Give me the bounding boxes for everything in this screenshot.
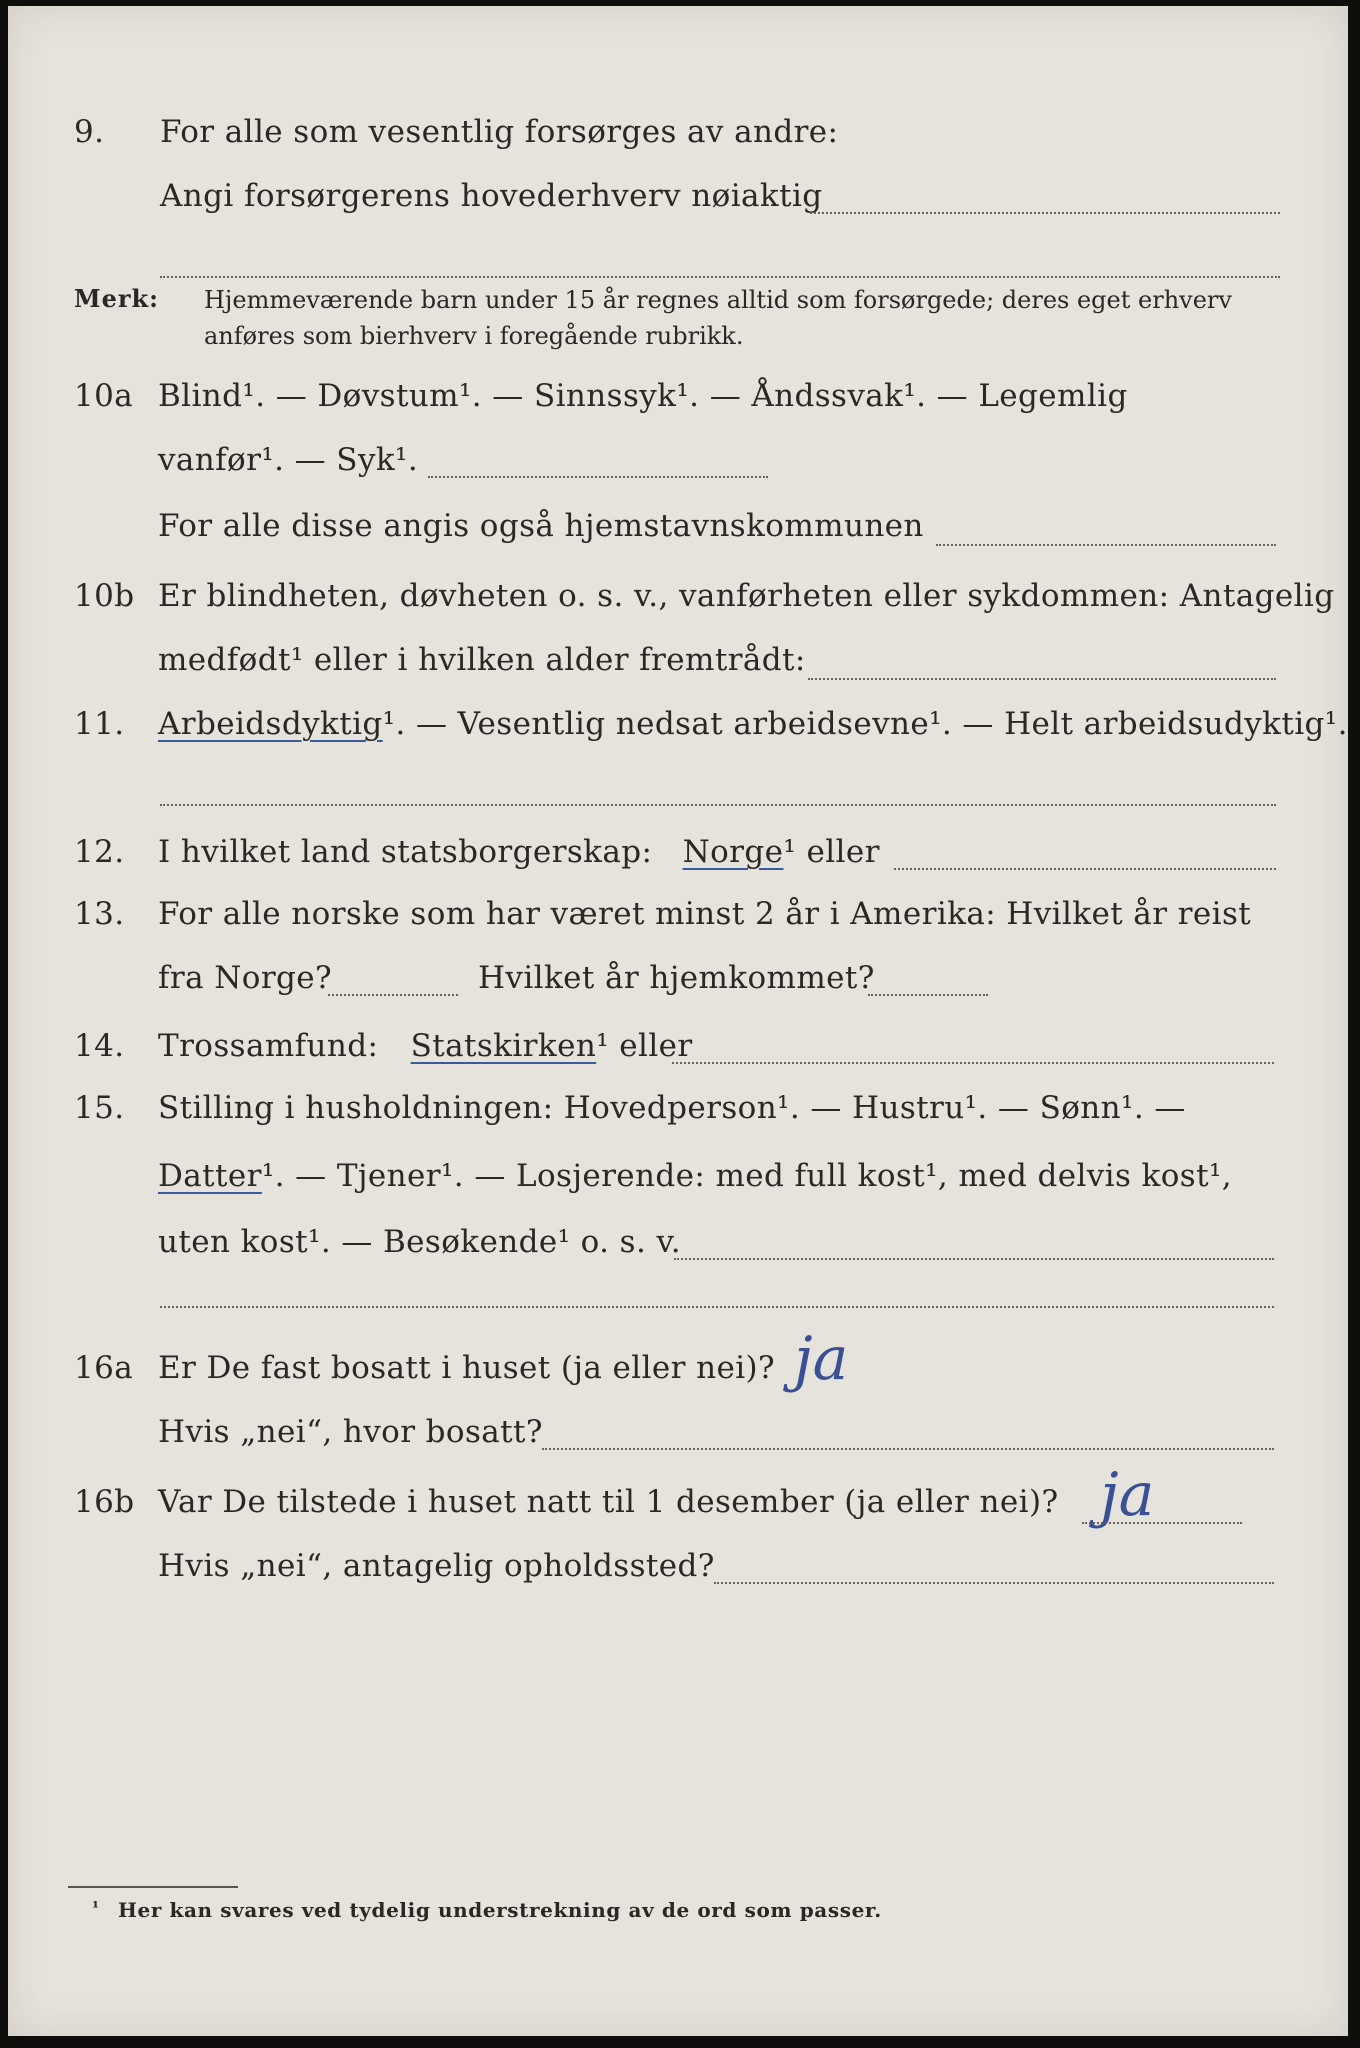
q10b-age-field[interactable] [808,678,1276,680]
q14-religion-field[interactable] [672,1062,1274,1064]
q13-number: 13. [74,896,125,932]
q13-question: For alle norske som har været minst 2 år i Amerika: Hvilket år reist [158,896,1252,932]
footnote-mark: ¹ [92,1898,100,1917]
q10a-options-2: vanfør¹. — Syk¹. [158,442,419,478]
q11-options: ¹. — Vesentlig nedsat arbeidsevne¹. — Helt arbeidsudyktig¹. [382,706,1348,742]
q9-occupation-label: Angi forsørgerens hovederhverv nøiaktig [160,178,823,214]
q10a-home-municipality-field[interactable] [936,544,1276,546]
q10b-number: 10b [74,578,135,614]
q13-returned-field[interactable] [868,994,988,996]
q14-option-statskirken[interactable]: Statskirken [410,1028,597,1064]
q12-option-norge[interactable]: Norge [682,834,784,870]
q10a-number: 10a [74,378,134,414]
q9-number: 9. [74,114,105,150]
q16a-residence-label: Hvis „nei“, hvor bosatt? [158,1414,543,1450]
q13-returned-label: Hvilket år hjemkommet? [478,960,875,996]
q15-options-3: uten kost¹. — Besøkende¹ o. s. v. [158,1224,681,1260]
q16b-number: 16b [74,1484,135,1520]
footnote-text: Her kan svares ved tydelig understrekning av de ord som passer. [118,1898,882,1922]
q16a-question: Er De fast bosatt i huset (ja eller nei)? [158,1350,776,1386]
q10a-sick-field[interactable] [428,476,768,478]
merk-label: Merk: [74,284,159,313]
census-form-page [8,6,1348,2036]
q11-option-arbeidsdyktig[interactable]: Arbeidsdyktig [158,706,383,742]
q10b-question: Er blindheten, døvheten o. s. v., vanførheten eller sykdommen: Antagelig [158,578,1335,614]
q9-occupation-field-2[interactable] [160,276,1280,278]
q16a-number: 16a [74,1350,134,1386]
q15-option-datter[interactable]: Datter [158,1158,262,1194]
q11-field[interactable] [160,804,1276,806]
q14-question: Trossamfund: [158,1028,379,1064]
q15-options: ¹. — Tjener¹. — Losjerende: med full kost¹, med delvis kost¹, [261,1158,1233,1194]
q10a-home-municipality-label: For alle disse angis også hjemstavnskommunen [158,508,924,544]
q16b-whereabouts-label: Hvis „nei“, antagelig opholdssted? [158,1548,715,1584]
merk-note: Hjemmeværende barn under 15 år regnes alltid som forsørgede; deres eget erhverv anføres som bierhverv i foregående rubrikk. [204,286,1232,350]
q16b-whereabouts-field[interactable] [714,1582,1274,1584]
q15-question: Stilling i husholdningen: Hovedperson¹. — Hustru¹. — Sønn¹. — [158,1090,1186,1126]
q15-household-field-2[interactable] [160,1306,1274,1308]
q14-suffix: ¹ eller [596,1028,693,1064]
q12-suffix: ¹ eller [783,834,880,870]
q9-occupation-field[interactable] [810,212,1280,214]
q10a-options: Blind¹. — Døvstum¹. — Sinnssyk¹. — Åndssvak¹. — Legemlig [158,378,1128,414]
footnote-separator [68,1886,238,1888]
q16a-residence-field[interactable] [542,1448,1274,1450]
q13-left-norway-label: fra Norge? [158,960,333,996]
q11-number: 11. [74,706,125,742]
q12-country-field[interactable] [894,868,1276,870]
q16b-answer-field[interactable] [1082,1522,1242,1524]
q14-number: 14. [74,1028,125,1064]
q13-left-norway-field[interactable] [328,994,458,996]
q9-text: For alle som vesentlig forsørges av andre: [160,114,839,150]
q10b-question-2: medfødt¹ eller i hvilken alder fremtrådt: [158,642,806,678]
q12-question: I hvilket land statsborgerskap: [158,834,653,870]
q15-household-field[interactable] [674,1258,1274,1260]
q12-number: 12. [74,834,125,870]
q16b-handwritten-answer[interactable]: ja [1100,1460,1155,1530]
q16b-question: Var De tilstede i huset natt til 1 desember (ja eller nei)? [158,1484,1059,1520]
q16a-handwritten-answer[interactable]: ja [794,1324,849,1394]
q15-number: 15. [74,1090,125,1126]
